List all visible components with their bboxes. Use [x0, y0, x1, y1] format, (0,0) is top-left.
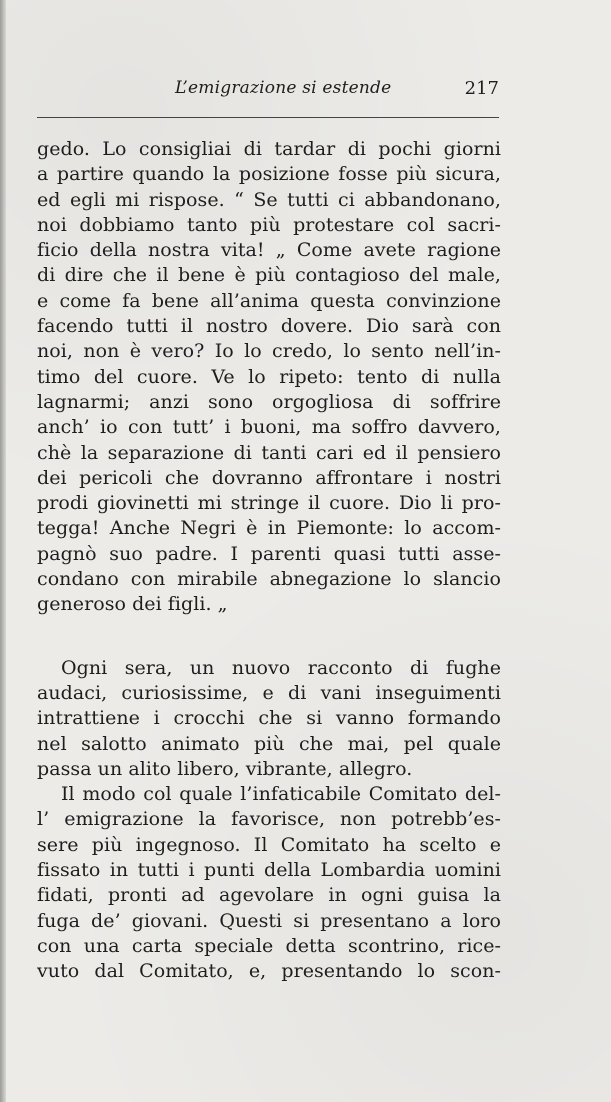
text-line: Il modo col quale l’infaticabile Comitato del- [61, 783, 501, 806]
text-line: ficio della nostra vita! „ Come avete ragione [37, 239, 501, 262]
text-line: fissato in tutti i punti della Lombardia uomini [37, 859, 501, 882]
text-line: dei pericoli che dovranno affrontare i nostri [37, 466, 501, 489]
text-line: pagnò suo padre. I parenti quasi tutti asse- [37, 542, 501, 565]
text-line: tegga! Anche Negri è in Piemonte: lo accom- [37, 517, 501, 540]
paragraph-gap [37, 618, 501, 656]
paragraph-2 [37, 656, 501, 782]
text-line: audaci, curiosissime, e di vani inseguimenti [37, 681, 501, 704]
text-line: con una carta speciale detta scontrino, rice- [37, 934, 501, 957]
body-text [37, 137, 501, 985]
text-line: e come fa bene all’anima questa convinzione [37, 289, 501, 312]
page-left-edge [0, 0, 6, 1102]
text-line: intrattiene i crocchi che si vanno formando [37, 707, 501, 730]
text-line: prodi giovinetti mi stringe il cuore. Dio li pro- [37, 492, 501, 515]
header-rule [37, 117, 499, 118]
text-line: gedo. Lo consigliai di tardar di pochi giorni [37, 138, 501, 160]
paragraph-3 [37, 782, 501, 984]
paragraph-1 [37, 137, 501, 618]
text-line: vuto dal Comitato, e, presentando lo scon- [37, 960, 501, 983]
text-line: nel salotto animato più che mai, pel quale [37, 732, 501, 755]
text-line: fuga de’ giovani. Questi si presentano a loro [37, 909, 501, 932]
text-line: sere più ingegnoso. Il Comitato ha scelto e [37, 833, 501, 856]
text-line: ed egli mi rispose. “ Se tutti ci abbandonano, [37, 188, 501, 211]
text-line: lagnarmi; anzi sono orgogliosa di soffrire [37, 390, 501, 413]
text-line: noi dobbiamo tanto più protestare col sacri- [37, 213, 501, 236]
page-number: 217 [464, 78, 499, 99]
text-line: l’ emigrazione la favorisce, non potrebb’es- [37, 808, 501, 831]
text-line: fidati, pronti ad agevolare in ogni guisa la [37, 884, 501, 907]
text-line: passa un alito libero, vibrante, allegro. [37, 757, 413, 780]
text-line: facendo tutti il nostro dovere. Dio sarà con [37, 315, 501, 338]
text-line: noi, non è vero? Io lo credo, lo sento nell’in- [37, 340, 501, 363]
text-line: a partire quando la posizione fosse più sicura, [37, 163, 501, 186]
text-line: di dire che il bene è più contagioso del male, [37, 264, 501, 287]
text-line: condano con mirabile abnegazione lo slancio [37, 568, 501, 591]
text-line: generoso dei figli. „ [37, 593, 228, 616]
running-title: L’emigrazione si estende [175, 78, 392, 98]
text-line: chè la separazione di tanti cari ed il pensiero [37, 441, 501, 464]
text-line: timo del cuore. Ve lo ripeto: tento di nulla [37, 365, 501, 388]
running-head [37, 78, 499, 102]
text-line: Ogni sera, un nuovo racconto di fughe [61, 656, 501, 679]
text-line: anch’ io con tutt’ i buoni, ma soffro davvero, [37, 416, 501, 439]
